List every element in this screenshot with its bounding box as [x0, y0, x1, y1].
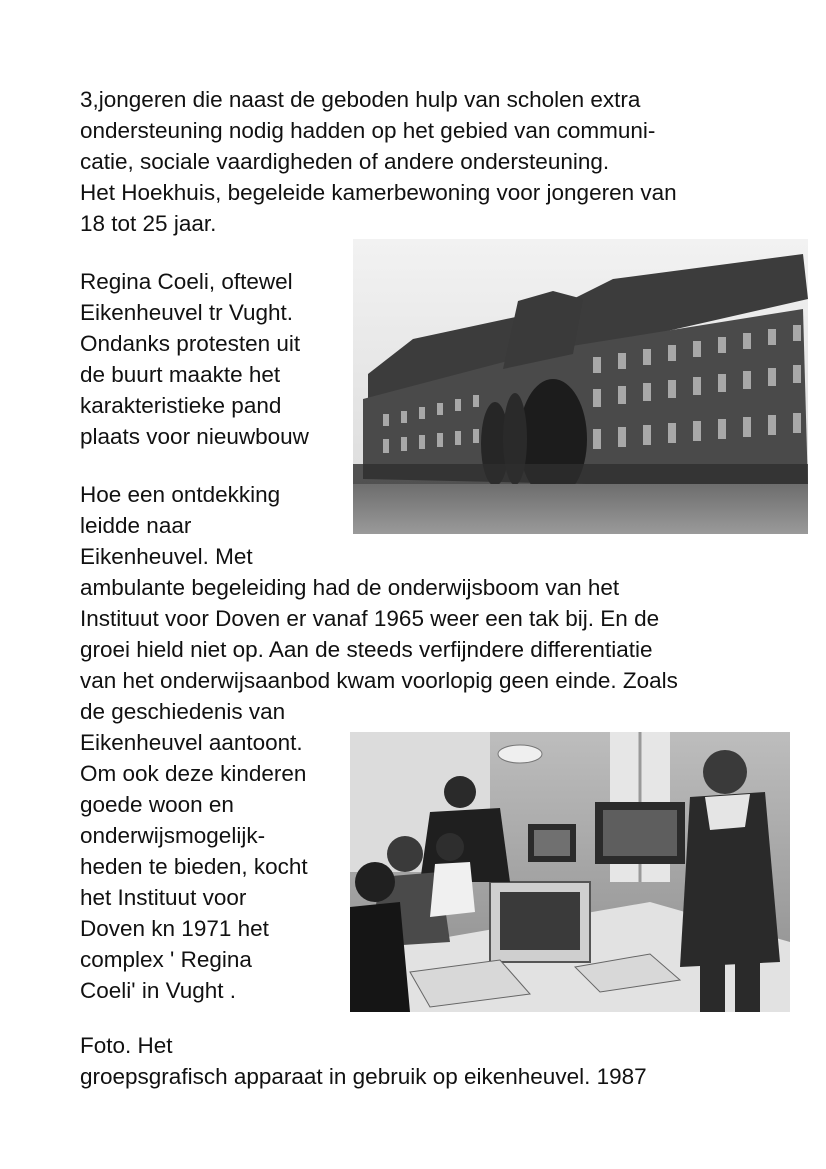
intro-line-1: 3,jongeren die naast de geboden hulp van scholen extra [80, 87, 641, 112]
ontdekking-line-1: Hoe een ontdekking [80, 482, 281, 507]
ontdekking-line-7: van het onderwijsaanbod kwam voorlopig geen einde. Zoals [80, 668, 678, 693]
ontdekking-line-14: het Instituut voor [80, 885, 247, 910]
regina-line-4: de buurt maakte het [80, 362, 281, 387]
ontdekking-line-17: Coeli' in Vught . [80, 978, 237, 1003]
ontdekking-line-12: onderwijsmogelijk- [80, 823, 266, 848]
ontdekking-line-10: Om ook deze kinderen [80, 761, 307, 786]
ontdekking-line-11: goede woon en [80, 792, 234, 817]
caption-line-1: Foto. Het [80, 1033, 173, 1058]
ontdekking-line-2: leidde naar [80, 513, 192, 538]
ontdekking-line-13: heden te bieden, kocht [80, 854, 308, 879]
regina-line-1: Regina Coeli, oftewel [80, 269, 293, 294]
intro-line-4: Het Hoekhuis, begeleide kamerbewoning voor jongeren van [80, 180, 677, 205]
ontdekking-line-5: Instituut voor Doven er vanaf 1965 weer een tak bij. En de [80, 606, 660, 631]
caption-line-2: groepsgrafisch apparaat in gebruik op eikenheuvel. 1987 [80, 1064, 647, 1089]
ontdekking-line-3: Eikenheuvel. Met [80, 544, 253, 569]
regina-line-6: plaats voor nieuwbouw [80, 424, 309, 449]
ontdekking-line-16: complex ' Regina [80, 947, 252, 972]
ontdekking-line-8: de geschiedenis van [80, 699, 286, 724]
regina-line-3: Ondanks protesten uit [80, 331, 301, 356]
ontdekking-line-6: groei hield niet op. Aan de steeds verfijndere differentiatie [80, 637, 653, 662]
ontdekking-line-15: Doven kn 1971 het [80, 916, 269, 941]
intro-line-5: 18 tot 25 jaar. [80, 211, 217, 236]
ontdekking-line-4: ambulante begeleiding had de onderwijsboom van het [80, 575, 620, 600]
regina-line-5: karakteristieke pand [80, 393, 282, 418]
intro-line-3: catie, sociale vaardigheden of andere ondersteuning. [80, 149, 610, 174]
ontdekking-line-9: Eikenheuvel aantoont. [80, 730, 303, 755]
regina-line-2: Eikenheuvel tr Vught. [80, 300, 294, 325]
intro-line-2: ondersteuning nodig hadden op het gebied van communi- [80, 118, 656, 143]
building-photo [353, 239, 808, 534]
classroom-photo [350, 732, 790, 1012]
